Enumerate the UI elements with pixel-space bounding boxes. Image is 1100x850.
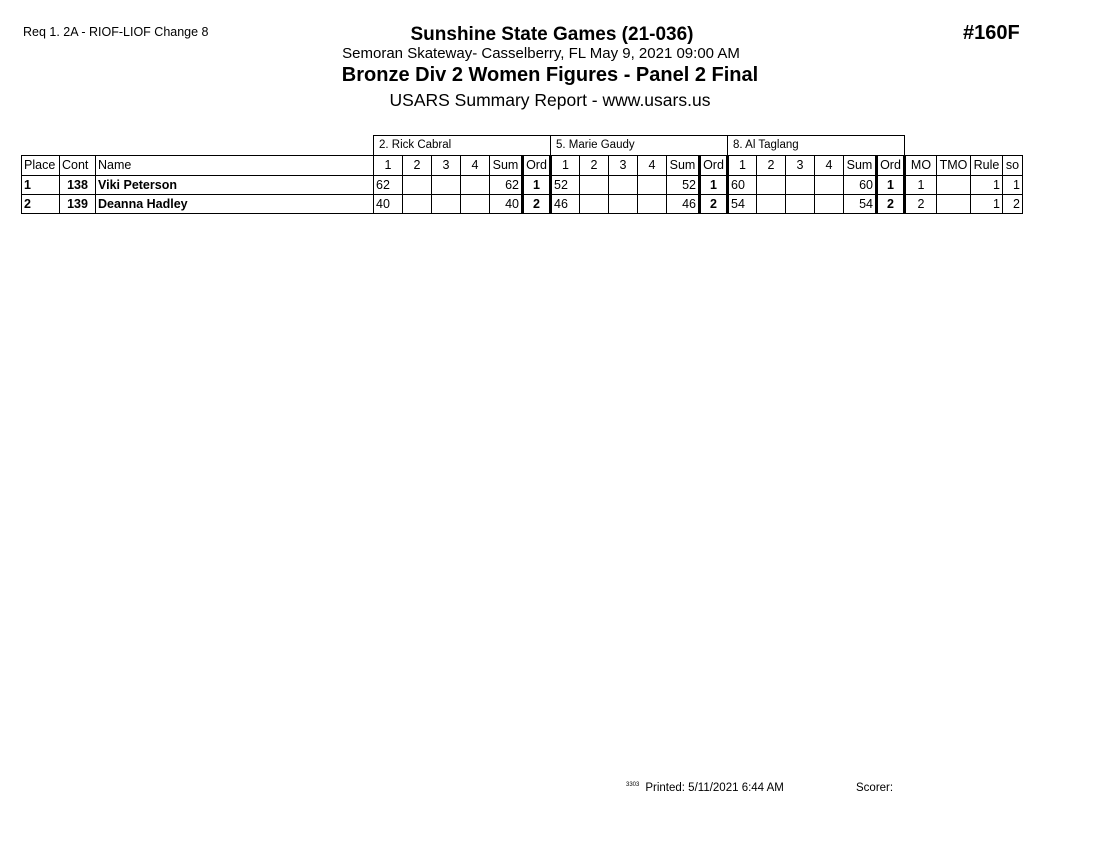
figure-score-cell [757, 176, 786, 195]
table-row [22, 176, 1023, 195]
figure-score-cell [609, 195, 638, 214]
ordinal-cell: 2 [700, 195, 728, 214]
figure-score-cell [638, 176, 667, 195]
report-title: USARS Summary Report - www.usars.us [389, 90, 711, 110]
judge-name: 5. Marie Gaudy [551, 136, 728, 156]
sum-cell: 60 [844, 176, 877, 195]
col-fig: 3 [432, 156, 461, 176]
sum-cell: 40 [490, 195, 523, 214]
requirement-note: Req 1. 2A - RIOF-LIOF Change 8 [23, 25, 209, 39]
skater-name-cell: Viki Peterson [96, 176, 374, 195]
sum-cell: 62 [490, 176, 523, 195]
col-rule: Rule [971, 156, 1003, 176]
figure-score-cell: 52 [551, 176, 580, 195]
figure-score-cell: 60 [728, 176, 757, 195]
figure-score-cell: 54 [728, 195, 757, 214]
col-fig: 1 [551, 156, 580, 176]
figure-score-cell: 40 [374, 195, 403, 214]
col-fig: 1 [374, 156, 403, 176]
col-fig: 2 [403, 156, 432, 176]
mo-cell: 2 [905, 195, 937, 214]
so-cell: 1 [1003, 176, 1023, 195]
figure-score-cell: 46 [551, 195, 580, 214]
sum-cell: 54 [844, 195, 877, 214]
col-place: Place [22, 156, 60, 176]
col-fig: 3 [786, 156, 815, 176]
col-ord: Ord [700, 156, 728, 176]
ordinal-cell: 1 [877, 176, 905, 195]
figure-score-cell [786, 195, 815, 214]
col-so: so [1003, 156, 1023, 176]
col-fig: 2 [580, 156, 609, 176]
figure-score-cell [815, 176, 844, 195]
col-fig: 2 [757, 156, 786, 176]
printed-timestamp [626, 782, 784, 794]
ordinal-cell: 2 [877, 195, 905, 214]
ordinal-cell: 1 [700, 176, 728, 195]
col-tmo: TMO [937, 156, 971, 176]
col-mo: MO [905, 156, 937, 176]
col-cont: Cont [60, 156, 96, 176]
col-fig: 4 [638, 156, 667, 176]
event-name: Bronze Div 2 Women Figures - Panel 2 Final [341, 64, 759, 86]
so-cell: 2 [1003, 195, 1023, 214]
col-ord: Ord [523, 156, 551, 176]
scorer-label: Scorer: [856, 782, 894, 794]
table-row [22, 195, 1023, 214]
figure-score-cell [638, 195, 667, 214]
figure-score-cell: 62 [374, 176, 403, 195]
results-table [21, 135, 1023, 214]
figure-score-cell [461, 195, 490, 214]
figure-score-cell [432, 176, 461, 195]
judge-header-row [22, 136, 1023, 156]
col-sum: Sum [844, 156, 877, 176]
column-header-row [22, 156, 1023, 176]
printed-text: Printed: 5/11/2021 6:44 AM [645, 782, 784, 794]
tmo-cell [937, 176, 971, 195]
figure-score-cell [580, 195, 609, 214]
col-sum: Sum [490, 156, 523, 176]
figure-score-cell [432, 195, 461, 214]
figure-score-cell [403, 176, 432, 195]
col-fig: 1 [728, 156, 757, 176]
figure-score-cell [580, 176, 609, 195]
col-name: Name [96, 156, 374, 176]
col-fig: 4 [815, 156, 844, 176]
place-cell: 2 [22, 195, 60, 214]
venue-date: Semoran Skateway- Casselberry, FL May 9, 2021 09:00 AM [342, 45, 740, 62]
col-sum: Sum [667, 156, 700, 176]
place-cell: 1 [22, 176, 60, 195]
competition-title: Sunshine State Games (21-036) [410, 24, 694, 45]
figure-score-cell [461, 176, 490, 195]
figure-score-cell [403, 195, 432, 214]
contestant-number-cell: 138 [60, 176, 96, 195]
sum-cell: 46 [667, 195, 700, 214]
contestant-number-cell: 139 [60, 195, 96, 214]
sum-cell: 52 [667, 176, 700, 195]
results-body [22, 176, 1023, 214]
col-fig: 4 [461, 156, 490, 176]
judge-name: 8. Al Taglang [728, 136, 905, 156]
event-number: #160F [963, 22, 1020, 44]
judge-name: 2. Rick Cabral [374, 136, 551, 156]
ordinal-cell: 2 [523, 195, 551, 214]
rule-cell: 1 [971, 195, 1003, 214]
skater-name-cell: Deanna Hadley [96, 195, 374, 214]
rule-cell: 1 [971, 176, 1003, 195]
col-fig: 3 [609, 156, 638, 176]
mo-cell: 1 [905, 176, 937, 195]
figure-score-cell [609, 176, 638, 195]
tmo-cell [937, 195, 971, 214]
figure-score-cell [757, 195, 786, 214]
figure-score-cell [815, 195, 844, 214]
report-code: 3303 [626, 782, 640, 788]
ordinal-cell: 1 [523, 176, 551, 195]
col-ord: Ord [877, 156, 905, 176]
figure-score-cell [786, 176, 815, 195]
